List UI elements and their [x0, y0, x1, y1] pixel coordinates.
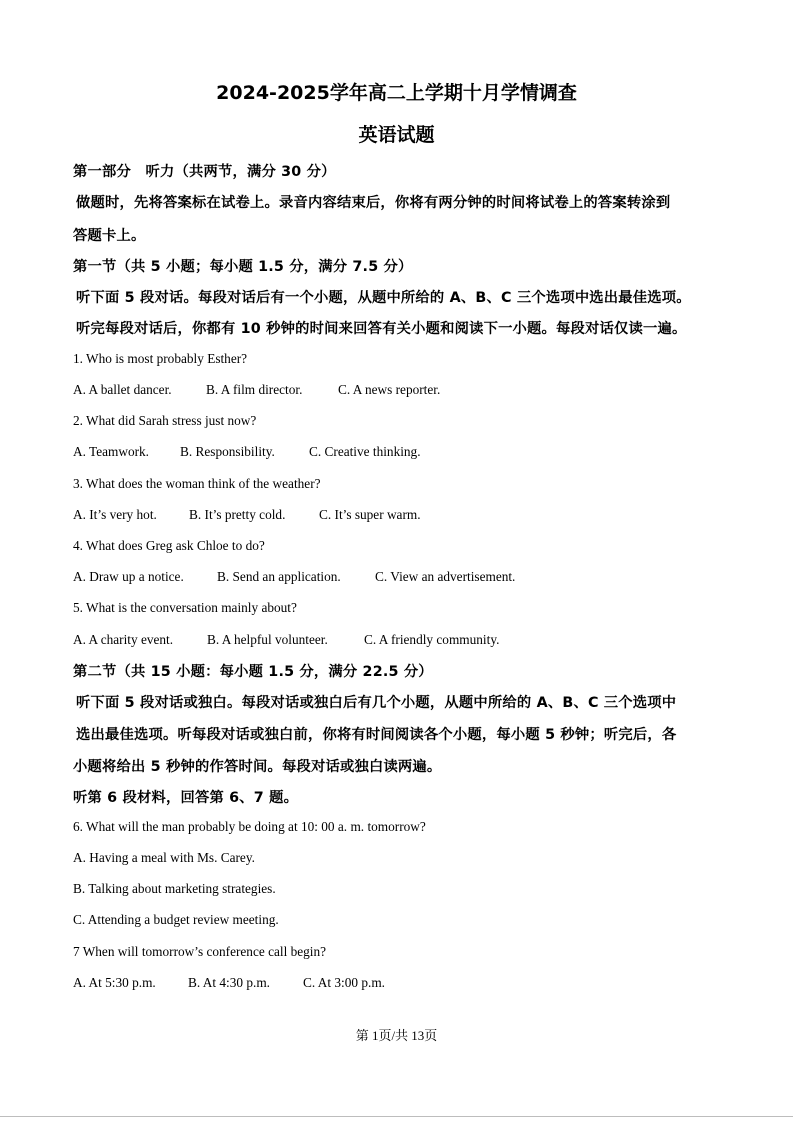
option-c: C. A news reporter.: [338, 382, 441, 397]
option-a: A. It’s very hot.: [73, 507, 157, 522]
question-stem: 1. Who is most probably Esther?: [73, 351, 248, 366]
question-options: [73, 632, 499, 648]
option-c: C. Attending a budget review meeting.: [73, 912, 279, 927]
option-b: B. Send an application.: [217, 569, 341, 584]
option-a: A. A ballet dancer.: [73, 382, 172, 397]
section2-directions-line3: 小题将给出 5 秒钟的作答时间。每段对话或独白读两遍。: [73, 759, 442, 775]
section2-heading: 第二节（共 15 小题：每小题 1.5 分，满分 22.5 分）: [73, 664, 433, 680]
part1-instructions-line2: 答题卡上。: [73, 228, 146, 244]
option-b: B. At 4:30 p.m.: [188, 975, 271, 990]
question-stem: 2. What did Sarah stress just now?: [73, 413, 257, 428]
option-b: B. Talking about marketing strategies.: [73, 881, 276, 896]
question-options: [73, 975, 385, 991]
option-c: C. Creative thinking.: [309, 444, 421, 459]
part1-heading: 第一部分 听力（共两节，满分 30 分）: [73, 164, 336, 180]
option-a: A. Draw up a notice.: [73, 569, 184, 584]
exam-subtitle: 英语试题: [358, 124, 435, 146]
question-options: [73, 507, 421, 523]
option-b: B. Responsibility.: [180, 444, 275, 459]
option-c: C. View an advertisement.: [375, 569, 516, 584]
option-b: B. A helpful volunteer.: [207, 632, 328, 647]
page-number: 第 1页/共 13页: [355, 1028, 438, 1043]
section1-heading: 第一节（共 5 小题；每小题 1.5 分，满分 7.5 分）: [73, 259, 413, 275]
option-c: C. A friendly community.: [364, 632, 500, 647]
section2-directions-line2: 选出最佳选项。听每段对话或独白前，你将有时间阅读各个小题，每小题 5 秒钟；听完后，各: [76, 727, 677, 743]
option-a: A. Teamwork.: [73, 444, 150, 459]
option-b: B. It’s pretty cold.: [189, 507, 286, 522]
question-options: [73, 444, 421, 460]
part1-instructions-line1: 做题时，先将答案标在试卷上。录音内容结束后，你将有两分钟的时间将试卷上的答案转涂到: [76, 195, 671, 211]
option-c: C. It’s super warm.: [319, 507, 421, 522]
material-6-heading: 听第 6 段材料，回答第 6、7 题。: [73, 790, 299, 806]
exam-title: 2024-2025学年高二上学期十月学情调查: [216, 82, 577, 104]
question-stem: 6. What will the man probably be doing at 10: 00 a. m. tomorrow?: [73, 819, 426, 834]
section2-directions-line1: 听下面 5 段对话或独白。每段对话或独白后有几个小题，从题中所给的 A、B、C 三个选项中: [76, 695, 677, 711]
option-a: A. Having a meal with Ms. Carey.: [73, 850, 255, 865]
question-stem: 5. What is the conversation mainly about?: [73, 600, 297, 615]
bottom-divider: [0, 1116, 793, 1117]
option-a: A. At 5:30 p.m.: [73, 975, 156, 990]
option-a: A. A charity event.: [73, 632, 174, 647]
question-options: [73, 382, 440, 398]
option-c: C. At 3:00 p.m.: [303, 975, 386, 990]
section1-directions-line2: 听完每段对话后，你都有 10 秒钟的时间来回答有关小题和阅读下一小题。每段对话仅读一遍。: [76, 321, 687, 337]
option-b: B. A film director.: [206, 382, 303, 397]
question-stem: 4. What does Greg ask Chloe to do?: [73, 538, 265, 553]
question-options: [73, 569, 515, 585]
question-stem: 7 When will tomorrow’s conference call begin?: [73, 944, 327, 959]
section1-directions-line1: 听下面 5 段对话。每段对话后有一个小题，从题中所给的 A、B、C 三个选项中选出最佳选项。: [76, 290, 691, 306]
question-stem: 3. What does the woman think of the weather?: [73, 476, 321, 491]
